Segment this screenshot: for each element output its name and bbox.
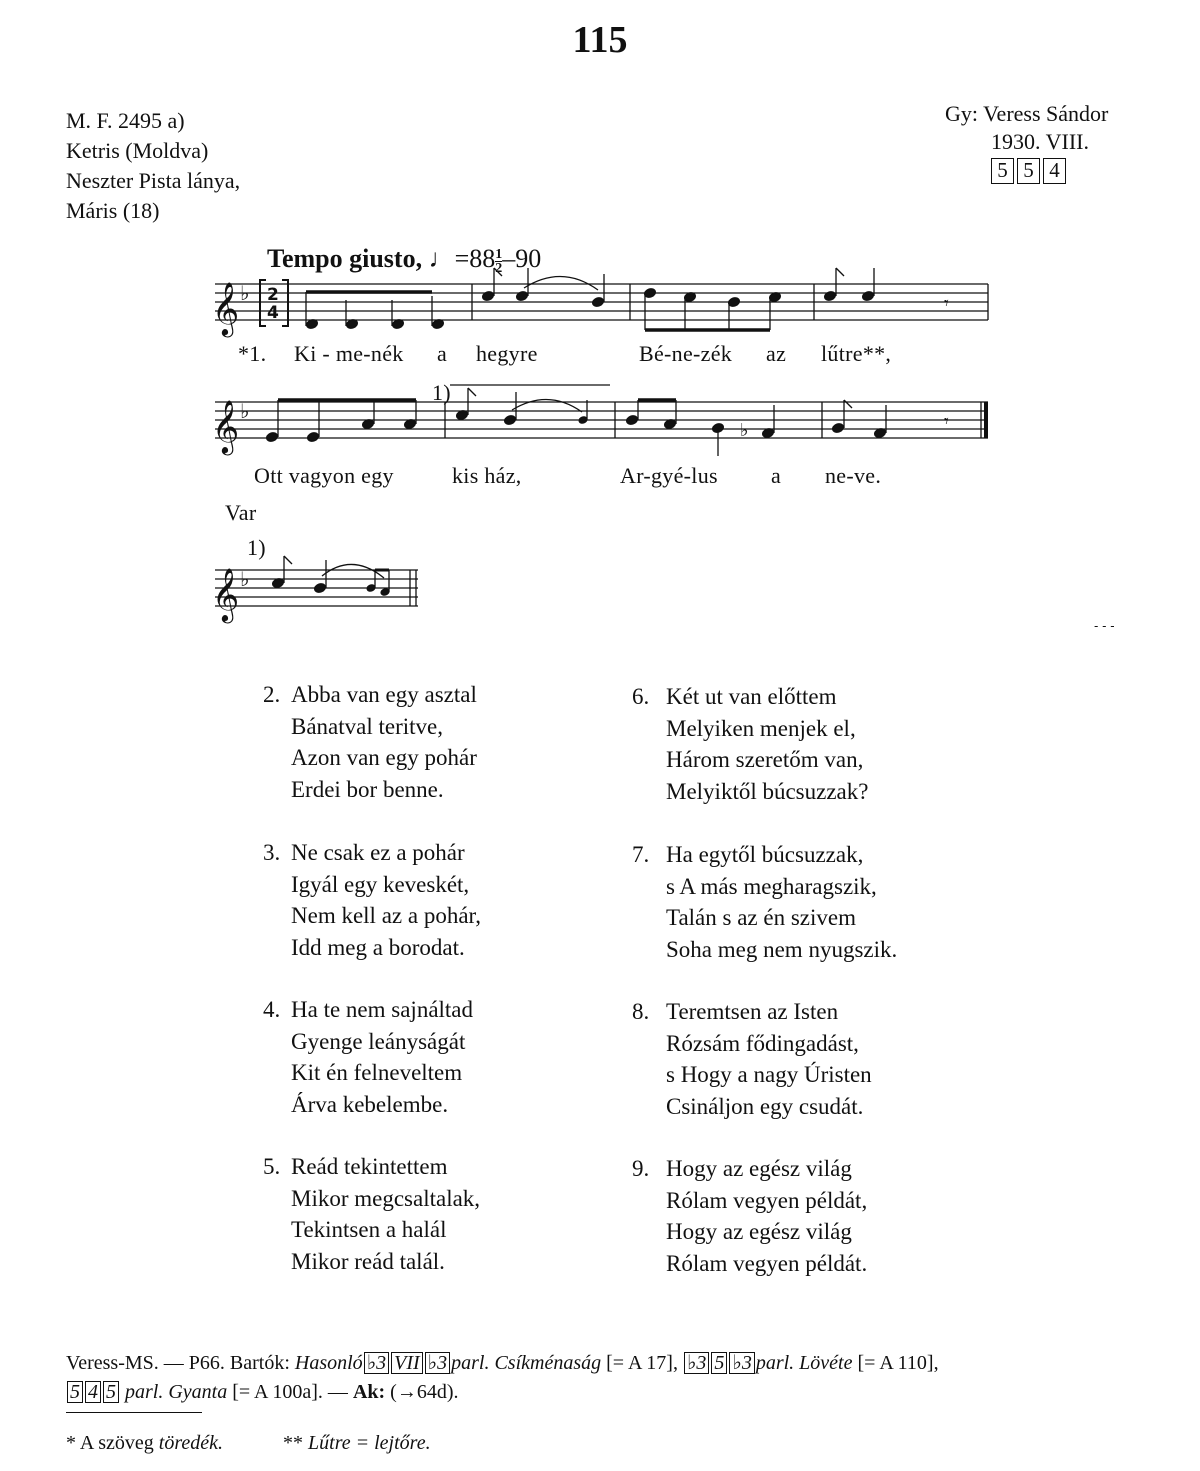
- stanza-line: s Hogy a nagy Úristen: [666, 1062, 872, 1087]
- cadence-box: 5: [991, 158, 1014, 184]
- stanza-line: Reád tekintettem: [291, 1154, 448, 1179]
- footnote: * A szöveg töredék. ** Lűtre = lejtőre.: [66, 1432, 431, 1454]
- collection-date: 1930. VIII.: [991, 129, 1089, 154]
- cadence-box: 5: [103, 1381, 119, 1403]
- lyric: Bé-ne-zék: [639, 341, 733, 366]
- page-number: 115: [572, 19, 628, 61]
- lyric: kis ház,: [452, 463, 522, 488]
- stanza-5: [263, 1151, 480, 1277]
- stanza-number: 7.: [632, 842, 650, 867]
- stanza-line: Melyiktől búcsuzzak?: [666, 778, 869, 804]
- lyric: a: [771, 463, 782, 488]
- stanza-line: Bánatval teritve,: [291, 713, 443, 739]
- lyric: Ott vagyon egy: [254, 463, 394, 488]
- cadence-box: VII: [391, 1352, 423, 1374]
- cadence-box: ♭3: [684, 1352, 709, 1374]
- stanza-line: Rólam vegyen példát,: [666, 1187, 868, 1213]
- stanza-3: [263, 837, 481, 963]
- tempo-equals: =88: [454, 244, 496, 273]
- tempo-text: Tempo giusto,: [267, 244, 423, 273]
- lyric: ne-ve.: [825, 463, 882, 488]
- stanza-line: Nem kell az a pohár,: [291, 903, 482, 928]
- lyric: lűtre**,: [821, 341, 892, 366]
- variant-mark: 1): [247, 535, 266, 560]
- stanza-line: Ha te nem sajnáltad: [291, 997, 474, 1022]
- eighth-rest-icon: 𝄾: [944, 293, 949, 314]
- stanza-line: Hogy az egész világ: [666, 1156, 852, 1181]
- stanza-line: Rólam vegyen példát.: [666, 1250, 868, 1276]
- performer: Neszter Pista lánya,: [66, 168, 241, 193]
- stanza-line: Mikor megcsaltalak,: [291, 1185, 481, 1211]
- lyric: Ar-gyé-lus: [620, 463, 718, 488]
- stanza-line: Ne csak ez a pohár: [291, 840, 465, 865]
- stanza-6: [632, 681, 868, 807]
- lyric: az: [766, 341, 787, 366]
- stanza-line: Csináljon egy csudát.: [666, 1093, 864, 1119]
- flat-key-icon: ♭: [240, 399, 250, 423]
- stanza-9: [632, 1153, 867, 1279]
- stanza-2: [263, 679, 477, 805]
- cadence-box: 4: [85, 1381, 101, 1403]
- stanza-line: Melyiken menjek el,: [666, 715, 856, 741]
- time-signature-top: 2: [267, 285, 279, 305]
- eighth-rest-icon: 𝄾: [944, 411, 949, 432]
- stanza-line: Árva kebelembe.: [291, 1091, 449, 1117]
- stanza-line: Két ut van előttem: [666, 684, 837, 709]
- stanza-line: Azon van egy pohár: [291, 745, 477, 770]
- stanza-line: Tekintsen a halál: [291, 1217, 447, 1242]
- stanza-number: 3.: [263, 840, 281, 865]
- variant-label: Var: [225, 500, 257, 525]
- tempo-fraction: $\frac{1}{2}$: [495, 246, 503, 276]
- time-signature-bottom: 4: [267, 303, 279, 323]
- stanza-number: 5.: [263, 1154, 281, 1179]
- volta-mark: 1): [432, 380, 451, 405]
- stanza-line: Hogy az egész világ: [666, 1219, 852, 1244]
- stanza-line: Kit én felneveltem: [291, 1060, 463, 1085]
- stanza-line: Ha egytől búcsuzzak,: [666, 842, 864, 867]
- stanza-line: Teremtsen az Isten: [666, 999, 839, 1024]
- tempo-range-end: –90: [502, 244, 542, 273]
- cadence-box: 5: [67, 1381, 83, 1403]
- stanza-4: [263, 994, 473, 1120]
- stanza-line: Erdei bor benne.: [291, 776, 444, 802]
- stanza-line: Idd meg a borodat.: [291, 934, 465, 960]
- performer-name-age: Máris (18): [66, 198, 160, 223]
- treble-clef-icon: 𝄞: [212, 281, 240, 335]
- stanza-line: Három szeretőm van,: [666, 747, 864, 772]
- stanza-line: Soha meg nem nyugszik.: [666, 936, 898, 962]
- cadence-box: 5: [711, 1352, 727, 1374]
- flat-key-icon: ♭: [240, 281, 250, 305]
- stanza-number: 4.: [263, 997, 281, 1022]
- recording-place: Ketris (Moldva): [66, 138, 209, 163]
- stanza-line: Igyál egy keveskét,: [291, 871, 470, 897]
- quarter-note-icon: ♩: [428, 244, 455, 273]
- cadence-box: ♭3: [364, 1352, 389, 1374]
- flat-key-icon: ♭: [240, 567, 250, 591]
- margin-mark: - - -: [1094, 619, 1115, 633]
- cadence-box: 4: [1043, 158, 1066, 184]
- stanza-line: Rózsám fődingadást,: [666, 1030, 859, 1056]
- music-score: [0, 0, 1200, 640]
- lyric: Ki - me-nék: [294, 341, 404, 366]
- collector: Gy: Veress Sándor: [945, 101, 1109, 126]
- cadence-box: ♭3: [729, 1352, 754, 1374]
- stanza-number: 6.: [632, 684, 650, 709]
- lyric: a: [437, 341, 448, 366]
- stanza-line: Mikor reád talál.: [291, 1248, 445, 1274]
- stanza-line: Talán s az én szivem: [666, 905, 856, 930]
- stanza-number: 9.: [632, 1156, 650, 1181]
- stanza-7: [632, 839, 897, 965]
- recording-id: M. F. 2495 a): [66, 108, 185, 133]
- stanza-line: s A más megharagszik,: [666, 873, 877, 899]
- stanza-line: Gyenge leányságát: [291, 1028, 466, 1054]
- stanza-number: 8.: [632, 999, 650, 1024]
- stanza-8: [632, 996, 872, 1122]
- staff-2: [215, 402, 988, 438]
- lyric: *1.: [238, 341, 267, 366]
- treble-clef-icon: 𝄞: [212, 399, 240, 453]
- stanza-line: Abba van egy asztal: [291, 682, 477, 707]
- treble-clef-icon: 𝄞: [212, 567, 240, 621]
- cadence-box: 5: [1017, 158, 1040, 184]
- cadence-box: ♭3: [425, 1352, 450, 1374]
- footnote-divider: [66, 1412, 202, 1413]
- lyric: hegyre: [476, 341, 538, 366]
- stanza-number: 2.: [263, 682, 281, 707]
- reference-note: Veress-MS. — P66. Bartók: Hasonló ♭3 VII ♭3 parl. Csíkménaság [= A 17], ♭3 5 ♭3 parl. Lövéte [= A 110], 5 4 5 parl. Gyanta [= A 100a]. — Ak: (→64d).: [66, 1352, 939, 1403]
- flat-accidental-icon: ♭: [740, 420, 749, 441]
